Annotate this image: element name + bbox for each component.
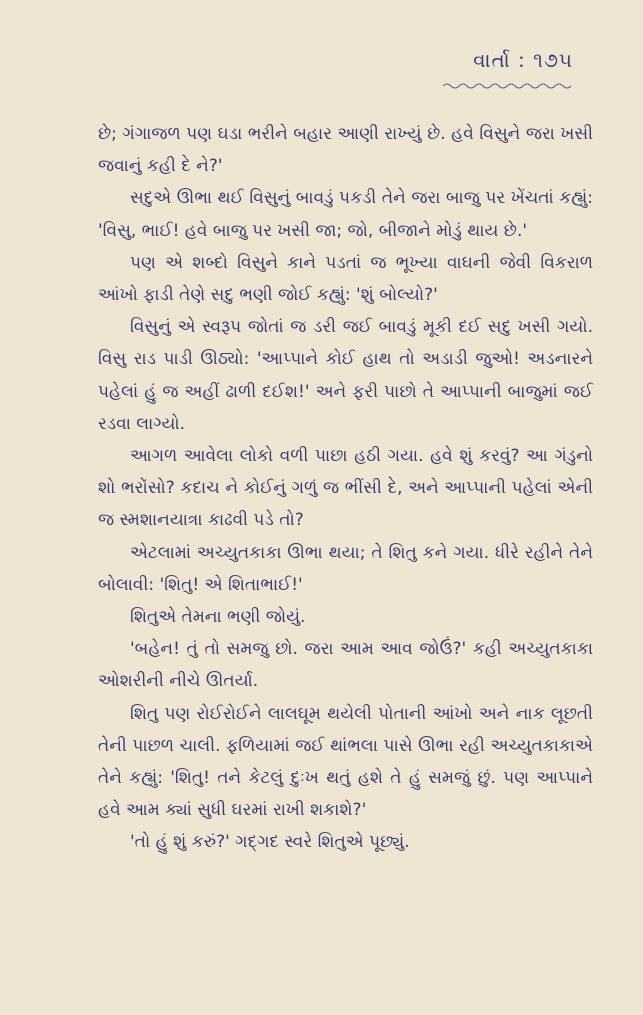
paragraph: વિસુનું એ સ્વરૂપ જોતાં જ ડરી જઈ બાવડું મૂકી દઈ સદુ ખસી ગયો. વિસુ રાડ પાડી ઊઠ્યો: 'આપ્પાને કોઈ હાથ તો અડાડી જુઓ! અડનારને પહેલાં હું જ અહીં ઢાળી દઈશ!' અને ફરી પાછો તે આપ્પાની બાજુમાં જઈ રડવા લાગ્યો. [98, 317, 593, 434]
paragraph: શિતુ પણ રોઈરોઈને લાલઘૂમ થયેલી પોતાની આંખો અને નાક લૂછતી તેની પાછળ ચાલી. ફળિયામાં જઈ થાંભલા પાસે ઊભા રહી અચ્યુતકાકાએ તેને કહ્યું: 'શિતુ! તને કેટલું દુઃખ થતું હશે તે હું સમજું છું. પણ આપ્પાને હવે આમ ક્યાં સુધી ઘરમાં રાખી શકાશે?' [98, 703, 593, 821]
paragraph: પણ એ શબ્દો વિસુને કાને પડતાં જ ભૂખ્યા વાઘની જેવી વિકરાળ આંખો ફાડી તેણે સદુ ભણી જોઈ કહ્યું: 'શું બોલ્યો?' [98, 252, 593, 306]
running-header: વાર્તા : ૧૭૫ [473, 48, 573, 72]
paragraph: સદુએ ઊભા થઈ વિસુનું બાવડું પકડી તેને જરા બાજુ પર ખેંચતાં કહ્યું: 'વિસુ, ભાઈ! હવે બાજુ પર ખસી જા; જો, બીજાને મોડું થાય છે.' [98, 188, 593, 241]
paragraph: છે; ગંગાજળ પણ ઘડા ભરીને બહાર આણી રાખ્યું છે. હવે વિસુને જરા ખસી જવાનું કહી દે ને?' [98, 124, 593, 177]
paragraph: 'બહેન! તું તો સમજુ છો. જરા આમ આવ જોઉં?' કહી અચ્યુતકાકા ઓશરીની નીચે ઊતર્યા. [98, 639, 593, 692]
header-wavy-rule [443, 82, 573, 90]
paragraph: 'તો હું શું કરું?' ગદ્ગદ સ્વરે શિતુએ પૂછ્યું. [130, 832, 410, 853]
paragraph: એટલામાં અચ્યુતકાકા ઊભા થયા; તે શિતુ કને ગયા. ધીરે રહીને તેને બોલાવી: 'શિતુ! એ શિતાભાઈ!' [98, 542, 593, 595]
body-text [98, 118, 593, 859]
paragraph: શિતુએ તેમના ભણી જોયું. [130, 607, 306, 628]
paragraph: આગળ આવેલા લોકો વળી પાછા હઠી ગયા. હવે શું કરવું? આ ગંડુનો શો ભરોંસો? કદાચ ને કોઈનું ગળું જ ભીંસી દે, અને આપ્પાની પહેલાં એની જ સ્મશાનયાત્રા કાઢવી પડે તો? [98, 446, 593, 531]
